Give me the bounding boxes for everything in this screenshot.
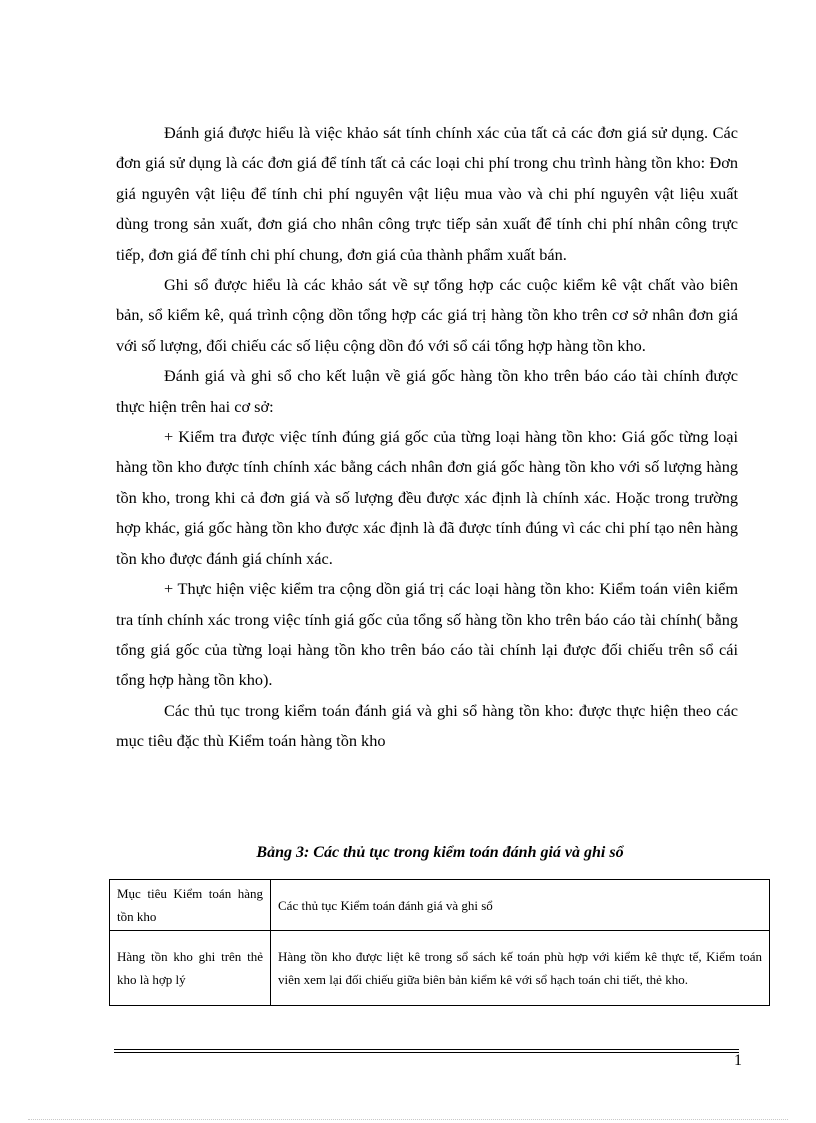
table-row [110,931,770,1006]
footer-divider [114,1049,739,1053]
table-caption: Bảng 3: Các thủ tục trong kiểm toán đánh giá và ghi sổ [256,844,624,861]
table-header-row [110,880,770,931]
paragraph-procedures-intro: Các thủ tục trong kiểm toán đánh giá và ghi sổ hàng tồn kho: được thực hiện theo các mục tiêu đặc thù Kiểm toán hàng tồn kho [116,700,738,751]
paragraph-recording-definition: Ghi sổ được hiểu là các khảo sát về sự tổng hợp các cuộc kiểm kê vật chất vào biên bản, sổ kiểm kê, quá trình cộng dồn tổng hợp các giá trị hàng tồn kho trên cơ sở nhân đơn giá với số lượng, đối chiếu các số liệu cộng dồn đó với sổ cái tổng hợp hàng tồn kho. [116,275,738,355]
paragraph-two-bases: Đánh giá và ghi sổ cho kết luận về giá gốc hàng tồn kho trên báo cáo tài chính được thực hiện trên hai cơ sở: [116,366,738,416]
paragraph-valuation-definition: Đánh giá được hiểu là việc khảo sát tính chính xác của tất cả các đơn giá sử dụng. Các đơn giá sử dụng là các đơn giá để tính tất cả các loại chi phí trong chu trình hàng tồn kho: Đơn giá nguyên vật liệu để tính chi phí nguyên vật liệu mua vào và chi phí nguyên vật liệu xuất dùng trong sản xuất, đơn giá cho nhân công trực tiếp sản xuất để tính chi phí nhân công trực tiếp, đơn giá để tính chi phí chung, đơn giá của thành phẩm xuất bán. [116,123,738,264]
header-cell-procedures: Các thủ tục Kiểm toán đánh giá và ghi sổ [271,880,770,931]
header-cell-objective: Mục tiêu Kiểm toán hàng tồn kho [110,880,271,931]
paragraph-basis-one: + Kiểm tra được việc tính đúng giá gốc của từng loại hàng tồn kho: Giá gốc từng loại hàng tồn kho được tính chính xác bằng cách nhân đơn giá gốc hàng tồn kho với số lượng hàng tồn kho, trong khi cả đơn giá và số lượng đều được xác định là chính xác. Hoặc trong trường hợp khác, giá gốc hàng tồn kho được xác định là đã được tính đúng vì các chi phí tạo nên hàng tồn kho được đánh giá chính xác. [116,427,738,568]
paragraph-basis-two: + Thực hiện việc kiểm tra cộng dồn giá trị các loại hàng tồn kho: Kiểm toán viên kiểm tra tính chính xác trong việc tính giá gốc của tổng số hàng tồn kho trên báo cáo tài chính( bằng tổng giá gốc của từng loại hàng tồn kho trên báo cáo tài chính lại được đối chiếu trên sổ cái tổng hợp hàng tồn kho). [116,579,738,690]
body-text [116,118,738,757]
page-bottom-edge [28,1119,788,1120]
page-number: 1 [734,1052,742,1069]
table-cell-objective: Hàng tồn kho ghi trên thẻ kho là hợp lý [110,931,271,1006]
procedures-table [109,879,770,1006]
table-cell-procedure: Hàng tồn kho được liệt kê trong sổ sách kế toán phù hợp với kiểm kê thực tế, Kiểm toán viên xem lại đối chiếu giữa biên bản kiểm kê với sổ hạch toán chi tiết, thẻ kho. [271,931,770,1006]
